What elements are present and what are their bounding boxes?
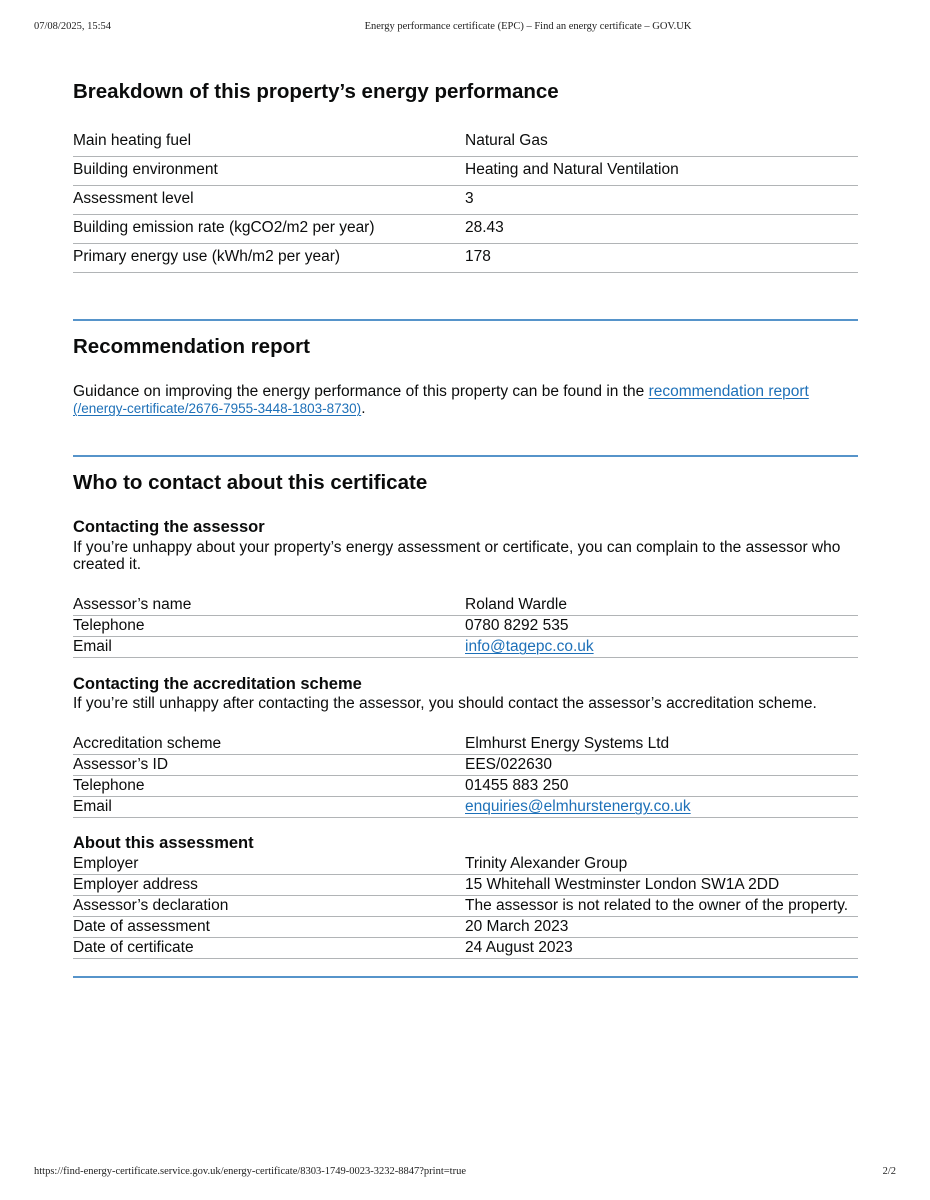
- row-value: The assessor is not related to the owner of the property.: [465, 897, 849, 914]
- row-value: Elmhurst Energy Systems Ltd: [465, 735, 670, 752]
- scheme-summary-list: [73, 734, 858, 818]
- row-key: Telephone: [73, 617, 145, 634]
- row-value: 20 March 2023: [465, 918, 569, 935]
- recommendation-text-after: .: [361, 400, 366, 417]
- print-page-number: 2/2: [882, 1166, 896, 1177]
- row-key: Email: [73, 638, 112, 655]
- row-key: Email: [73, 798, 112, 815]
- about-row-employer: [73, 854, 858, 875]
- row-value: 0780 8292 535: [465, 617, 569, 634]
- print-header: [0, 21, 930, 37]
- assessor-row-telephone: [73, 616, 858, 637]
- print-datetime: 07/08/2025, 15:54: [34, 21, 112, 32]
- about-row-employer-address: [73, 875, 858, 896]
- scheme-row-assessor-id: [73, 755, 858, 776]
- section-divider: [73, 319, 858, 321]
- row-key: Telephone: [73, 777, 145, 794]
- about-row-date-of-certificate: [73, 938, 858, 959]
- breakdown-row-assessment-level: [73, 186, 858, 215]
- contact-heading: Who to contact about this certificate: [73, 471, 428, 494]
- row-value: 24 August 2023: [465, 939, 573, 956]
- row-key: Date of certificate: [73, 939, 194, 956]
- assessor-email-link[interactable]: info@tagepc.co.uk: [465, 638, 594, 655]
- row-value: 178: [465, 248, 491, 265]
- row-value: 28.43: [465, 219, 504, 236]
- row-value: EES/022630: [465, 756, 553, 773]
- row-value: 3: [465, 190, 474, 207]
- row-value: Trinity Alexander Group: [465, 855, 628, 872]
- about-assessment-heading: About this assessment: [73, 834, 254, 852]
- breakdown-summary-list: [73, 128, 858, 273]
- breakdown-row-emission-rate: [73, 215, 858, 244]
- row-value: 01455 883 250: [465, 777, 569, 794]
- row-key: Employer address: [73, 876, 198, 893]
- print-page-title: Energy performance certificate (EPC) – Find an energy certificate – GOV.UK: [364, 21, 692, 32]
- breakdown-row-building-environment: [73, 157, 858, 186]
- section-divider: [73, 976, 858, 978]
- about-row-date-of-assessment: [73, 917, 858, 938]
- scheme-email-link[interactable]: enquiries@elmhurstenergy.co.uk: [465, 798, 691, 815]
- scheme-row-accreditation-scheme: [73, 734, 858, 755]
- breakdown-row-main-heating-fuel: [73, 128, 858, 157]
- contacting-assessor-text: If you’re unhappy about your property’s energy assessment or certificate, you can complain to the assessor who created it.: [73, 539, 841, 573]
- row-key: Main heating fuel: [73, 132, 192, 149]
- assessor-row-name: [73, 595, 858, 616]
- row-key: Assessor’s declaration: [73, 897, 229, 914]
- contacting-assessor-heading: Contacting the assessor: [73, 518, 265, 536]
- row-key: Assessor’s name: [73, 596, 192, 613]
- row-key: Assessor’s ID: [73, 756, 169, 773]
- about-row-assessor-declaration: [73, 896, 858, 917]
- row-value: 15 Whitehall Westminster London SW1A 2DD: [465, 876, 780, 893]
- recommendation-text: [73, 383, 858, 417]
- row-key: Assessment level: [73, 190, 194, 207]
- assessor-row-email: [73, 637, 858, 658]
- about-summary-list: [73, 854, 858, 959]
- assessor-summary-list: [73, 595, 858, 658]
- contacting-scheme-text: If you’re still unhappy after contacting the assessor, you should contact the assessor’s accreditation scheme.: [73, 695, 817, 712]
- row-key: Building environment: [73, 161, 218, 178]
- row-key: Employer: [73, 855, 139, 872]
- contacting-scheme-heading: Contacting the accreditation scheme: [73, 675, 362, 693]
- row-value: Heating and Natural Ventilation: [465, 161, 679, 178]
- breakdown-row-primary-energy-use: [73, 244, 858, 273]
- print-url: https://find-energy-certificate.service.gov.uk/energy-certificate/8303-1749-0023-3232-8847?print=true: [34, 1166, 466, 1177]
- section-divider: [73, 455, 858, 457]
- row-value: Roland Wardle: [465, 596, 567, 613]
- recommendation-report-url[interactable]: (/energy-certificate/2676-7955-3448-1803-8730): [73, 401, 362, 416]
- recommendation-report-link[interactable]: recommendation report: [648, 383, 809, 400]
- scheme-row-telephone: [73, 776, 858, 797]
- breakdown-heading: Breakdown of this property’s energy performance: [73, 80, 559, 103]
- row-key: Accreditation scheme: [73, 735, 222, 752]
- row-key: Date of assessment: [73, 918, 210, 935]
- row-value: Natural Gas: [465, 132, 548, 149]
- recommendation-heading: Recommendation report: [73, 335, 310, 358]
- row-key: Primary energy use (kWh/m2 per year): [73, 248, 341, 265]
- scheme-row-email: [73, 797, 858, 818]
- recommendation-text-before: Guidance on improving the energy performance of this property can be found in the: [73, 383, 649, 400]
- row-key: Building emission rate (kgCO2/m2 per year): [73, 219, 375, 236]
